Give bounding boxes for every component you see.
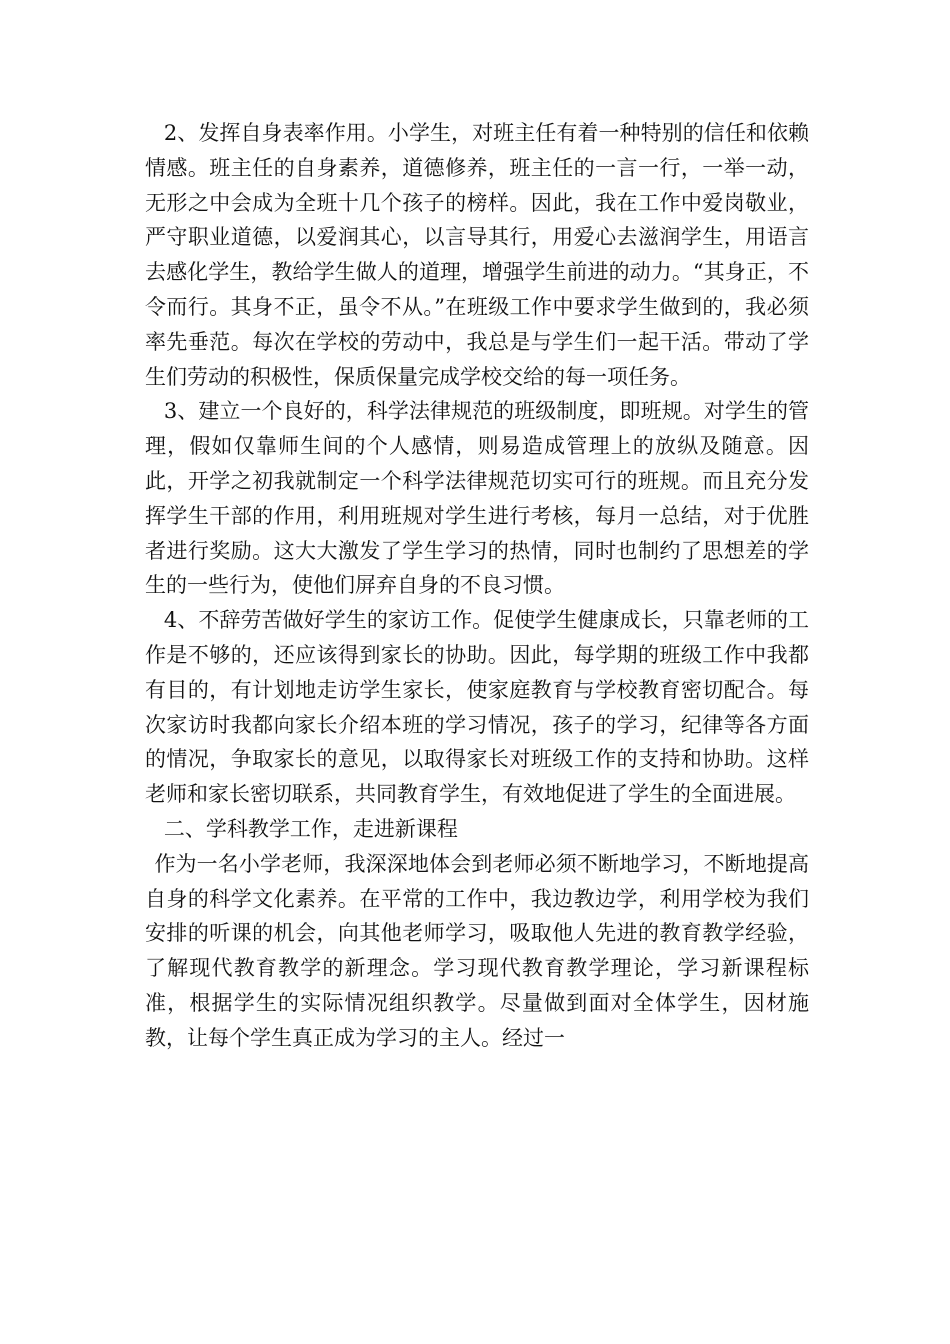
paragraph-role-model: 2、发挥自身表率作用。小学生，对班主任有着一种特别的信任和依赖情感。班主任的自身素养，道德修养，班主任的一言一行，一举一动，无形之中会成为全班十几个孩子的榜样。因此，我在工作中爱岗敬业，严守职业道德，以爱润其心，以言导其行，用爱心去滋润学生，用语言去感化学生，教给学生做人的道理，增强学生前进的动力。“其身正，不令而行。其身不正，虽令不从。”在班级工作中要求学生做到的，我必须率先垂范。每次在学校的劳动中，我总是与学生们一起干活。带动了学生们劳动的积极性，保质保量完成学校交给的每一项任务。 bbox=[145, 121, 809, 389]
document-body bbox=[145, 116, 809, 1056]
paragraph-teaching: 作为一名小学老师，我深深地体会到老师必须不断地学习，不断地提高自身的科学文化素养。在平常的工作中，我边教边学，利用学校为我们安排的听课的机会，向其他老师学习，吸取他人先进的教育教学经验，了解现代教育教学的新理念。学习现代教育教学理论，学习新课程标准，根据学生的实际情况组织教学。尽量做到面对全体学生，因材施教，让每个学生真正成为学习的主人。经过一 bbox=[145, 851, 809, 1050]
paragraph-home-visits: 4、不辞劳苦做好学生的家访工作。促使学生健康成长，只靠老师的工作是不够的，还应该得到家长的协助。因此，每学期的班级工作中我都有目的，有计划地走访学生家长，使家庭教育与学校教育密切配合。每次家访时我都向家长介绍本班的学习情况，孩子的学习，纪律等各方面的情况，争取家长的意见，以取得家长对班级工作的支持和协助。这样老师和家长密切联系，共同教育学生，有效地促进了学生的全面进展。 bbox=[145, 608, 809, 807]
paragraph-class-rules: 3、建立一个良好的，科学法律规范的班级制度，即班规。对学生的管理，假如仅靠师生间的个人感情，则易造成管理上的放纵及随意。因此，开学之初我就制定一个科学法律规范切实可行的班规。而且充分发挥学生干部的作用，利用班规对学生进行考核，每月一总结，对于优胜者进行奖励。这大大激发了学生学习的热情，同时也制约了思想差的学生的一些行为，使他们屏弃自身的不良习惯。 bbox=[145, 399, 809, 598]
section-heading-teaching: 二、学科教学工作，走进新课程 bbox=[163, 816, 458, 841]
